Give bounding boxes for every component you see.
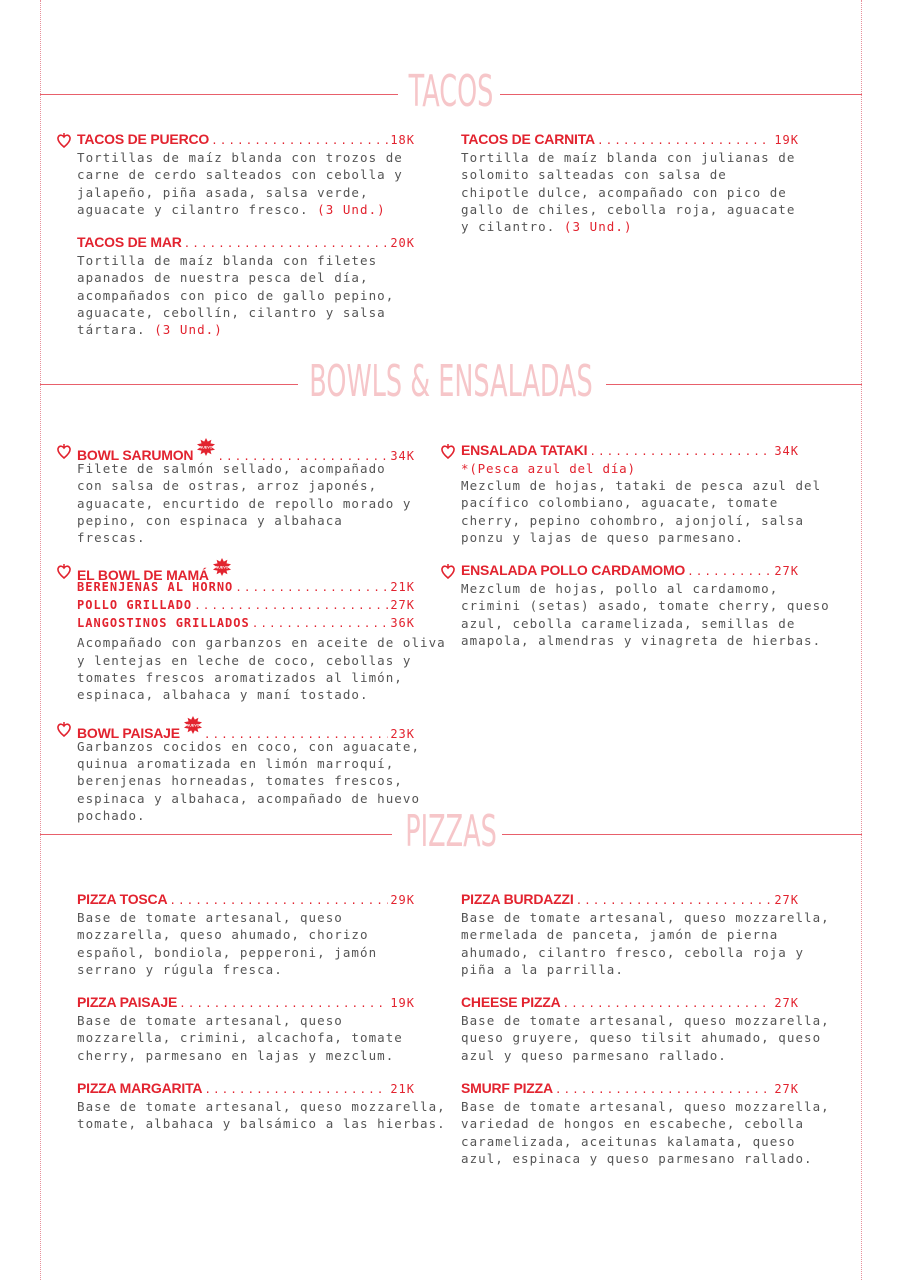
item-description: Base de tomate artesanal, queso mozzarella, queso gruyere, queso tilsit ahumado, queso azul y queso parmesano rallado. (461, 1013, 830, 1063)
section-header-pizzas (40, 806, 862, 860)
item-units: (3 Und.) (317, 201, 386, 217)
item-name: PIZZA MARGARITA (77, 1080, 203, 1097)
pizzas-right-column (461, 891, 830, 1183)
chili-heart-icon (57, 563, 71, 579)
item-price: 34K (774, 444, 799, 458)
section-title-tacos: TACOS (408, 66, 494, 117)
option-name: BERENJENAS AL HORNO (77, 580, 234, 595)
item-name: PIZZA PAISAJE (77, 994, 178, 1011)
option-price: 27K (390, 598, 415, 613)
menu-item-pizza-margarita (77, 1080, 446, 1133)
new-badge-icon (213, 558, 231, 576)
item-name: CHEESE PIZZA (461, 994, 561, 1011)
option-name: POLLO GRILLADO (77, 598, 193, 613)
menu-item-el-bowl-de-mama (77, 562, 446, 703)
item-name: BOWL SARUMON (77, 447, 194, 463)
new-badge-icon (184, 716, 202, 734)
menu-item-pizza-burdazzi (461, 891, 830, 978)
section-title-pizzas: PIZZAS (405, 806, 497, 857)
bowls-left-column (77, 442, 446, 840)
menu-item-tacos-de-mar (77, 234, 415, 338)
item-description: Filete de salmón sellado, acompañado con salsa de ostras, arroz japonés, aguacate, encurtido de repollo morado y pepino, con espinaca y albahaca frescas. (77, 461, 412, 546)
item-name: TACOS DE MAR (77, 234, 182, 251)
item-price: 29K (390, 893, 415, 907)
item-name: SMURF PIZZA (461, 1080, 553, 1097)
chili-heart-icon (57, 721, 71, 737)
bowls-right-column (461, 442, 830, 665)
leader-dots (235, 581, 388, 594)
item-description: Tortillas de maíz blanda con trozos de carne de cerdo salteados con cebolla y jalapeño, piña asada, salsa verde, aguacate y cilantro fresco. (3 Und.) (77, 150, 403, 217)
menu-item-ensalada-pollo-cardamomo (461, 562, 830, 649)
menu-item-cheese-pizza (461, 994, 830, 1064)
menu-item-smurf-pizza (461, 1080, 830, 1167)
menu-item-pizza-paisaje (77, 994, 415, 1064)
option-price: 21K (390, 580, 415, 595)
item-description: Base de tomate artesanal, queso mozzarella, variedad de hongos en escabeche, cebolla caramelizada, aceitunas kalamata, queso azul, espinaca y queso parmesano rallado. (461, 1099, 830, 1166)
svg-text:NUEVO: NUEVO (199, 445, 213, 450)
chili-heart-icon (441, 443, 455, 459)
item-price: 34K (390, 449, 415, 463)
item-price: 27K (774, 564, 799, 579)
item-description: Mezclum de hojas, pollo al cardamomo, crimini (setas) asado, tomate cherry, queso azul, cebolla caramelizada, semillas de amapola, almendras y vinagreta de hierbas. (461, 581, 830, 649)
item-name: ENSALADA TATAKI (461, 442, 588, 458)
section-header-bowls (40, 356, 862, 410)
tacos-right-column (461, 131, 799, 251)
item-name: TACOS DE CARNITA (461, 131, 595, 147)
item-price: 18K (390, 133, 415, 147)
svg-text:NUEVO: NUEVO (186, 723, 200, 728)
item-price: 27K (774, 996, 799, 1011)
item-price: 19K (774, 133, 799, 147)
item-name: TACOS DE PUERCO (77, 131, 210, 147)
leader-dots (589, 445, 772, 458)
item-description: Tortilla de maíz blanda con julianas de solomito salteadas con salsa de chipotle dulce, acompañado con pico de gallo de chiles, cebolla roja, aguacate y cilantro. (3 Und.) (461, 150, 796, 235)
leader-dots (204, 1083, 388, 1096)
item-price: 19K (390, 996, 415, 1011)
item-description: Tortilla de maíz blanda con filetes apanados de nuestra pesca del día, acompañados con pico de gallo pepino, aguacate, cebollín, cilantro y salsa tártara. (3 Und.) (77, 253, 395, 338)
chili-heart-icon (57, 443, 71, 459)
svg-text:NUEVO: NUEVO (215, 565, 229, 570)
item-price: 21K (390, 1082, 415, 1097)
menu-item-ensalada-tataki (461, 442, 822, 546)
leader-dots (555, 1083, 772, 1096)
item-description: Base de tomate artesanal, queso mozzarella, crimini, alcachofa, tomate cherry, parmesano en lajas y mezclum. (77, 1013, 403, 1063)
item-description: Base de tomate artesanal, queso mozzarella, mermelada de panceta, jamón de pierna ahumado, cilantro fresco, cebolla roja y piña a la parrilla. (461, 910, 830, 977)
leader-dots (687, 565, 772, 578)
option-row (77, 580, 415, 598)
left-border (40, 0, 41, 1280)
leader-dots (179, 997, 388, 1010)
item-description: Garbanzos cocidos en coco, con aguacate, quinua aromatizada en limón marroquí, berenjenas horneadas, tomates frescos, espinaca y albahaca, acompañado de huevo pochado. (77, 738, 421, 823)
item-name: ENSALADA POLLO CARDAMOMO (461, 562, 686, 579)
item-name: EL BOWL DE MAMÁ (77, 567, 209, 584)
item-price: 20K (390, 236, 415, 251)
menu-item-pizza-tosca (77, 891, 415, 978)
item-price: 27K (774, 893, 799, 907)
pizzas-left-column (77, 891, 446, 1149)
item-description: Mezclum de hojas, tataki de pesca azul del pacífico colombiano, aguacate, tomate cherry, pepino cohombro, ajonjolí, salsa ponzu y lajas de queso parmesano. (461, 478, 822, 545)
item-price: 27K (774, 1082, 799, 1097)
item-units: (3 Und.) (563, 219, 633, 235)
item-description: Base de tomate artesanal, queso mozzarella, tomate, albahaca y balsámico a las hierbas. (77, 1099, 446, 1132)
leader-dots (184, 237, 389, 250)
chili-heart-icon (57, 132, 71, 148)
menu-item-bowl-paisaje (77, 720, 421, 824)
menu-item-tacos-de-puerco (77, 131, 415, 218)
section-title-bowls: BOWLS & ENSALADAS (309, 356, 593, 407)
right-border (861, 0, 862, 1280)
item-price: 23K (390, 726, 415, 741)
leader-dots (576, 894, 773, 907)
leader-dots (252, 617, 389, 630)
item-note: *(Pesca azul del día) (461, 461, 636, 476)
item-name: PIZZA TOSCA (77, 891, 168, 907)
item-units: (3 Und.) (154, 322, 223, 338)
option-row (77, 616, 415, 634)
menu-item-bowl-sarumon (77, 442, 415, 546)
option-row (77, 598, 415, 616)
option-price: 36K (390, 616, 415, 631)
leader-dots (194, 599, 388, 612)
section-header-tacos (40, 66, 862, 120)
leader-dots (597, 134, 772, 147)
tacos-left-column (77, 131, 415, 355)
new-badge-icon (197, 438, 215, 456)
item-description: Acompañado con garbanzos en aceite de oliva y lentejas en leche de coco, cebollas y tomates frescos aromatizados al limón, espinaca, albahaca y maní tostado. (77, 635, 446, 703)
option-name: LANGOSTINOS GRILLADOS (77, 616, 250, 631)
item-name: BOWL PAISAJE (77, 724, 180, 741)
menu-item-tacos-de-carnita (461, 131, 799, 235)
item-description: Base de tomate artesanal, queso mozzarella, queso ahumado, chorizo español, bondiola, pepperoni, jamón serrano y rúgula fresca. (77, 910, 378, 977)
item-name: PIZZA BURDAZZI (461, 891, 574, 907)
leader-dots (563, 997, 773, 1010)
leader-dots (211, 134, 388, 147)
chili-heart-icon (441, 563, 455, 579)
leader-dots (169, 894, 388, 907)
